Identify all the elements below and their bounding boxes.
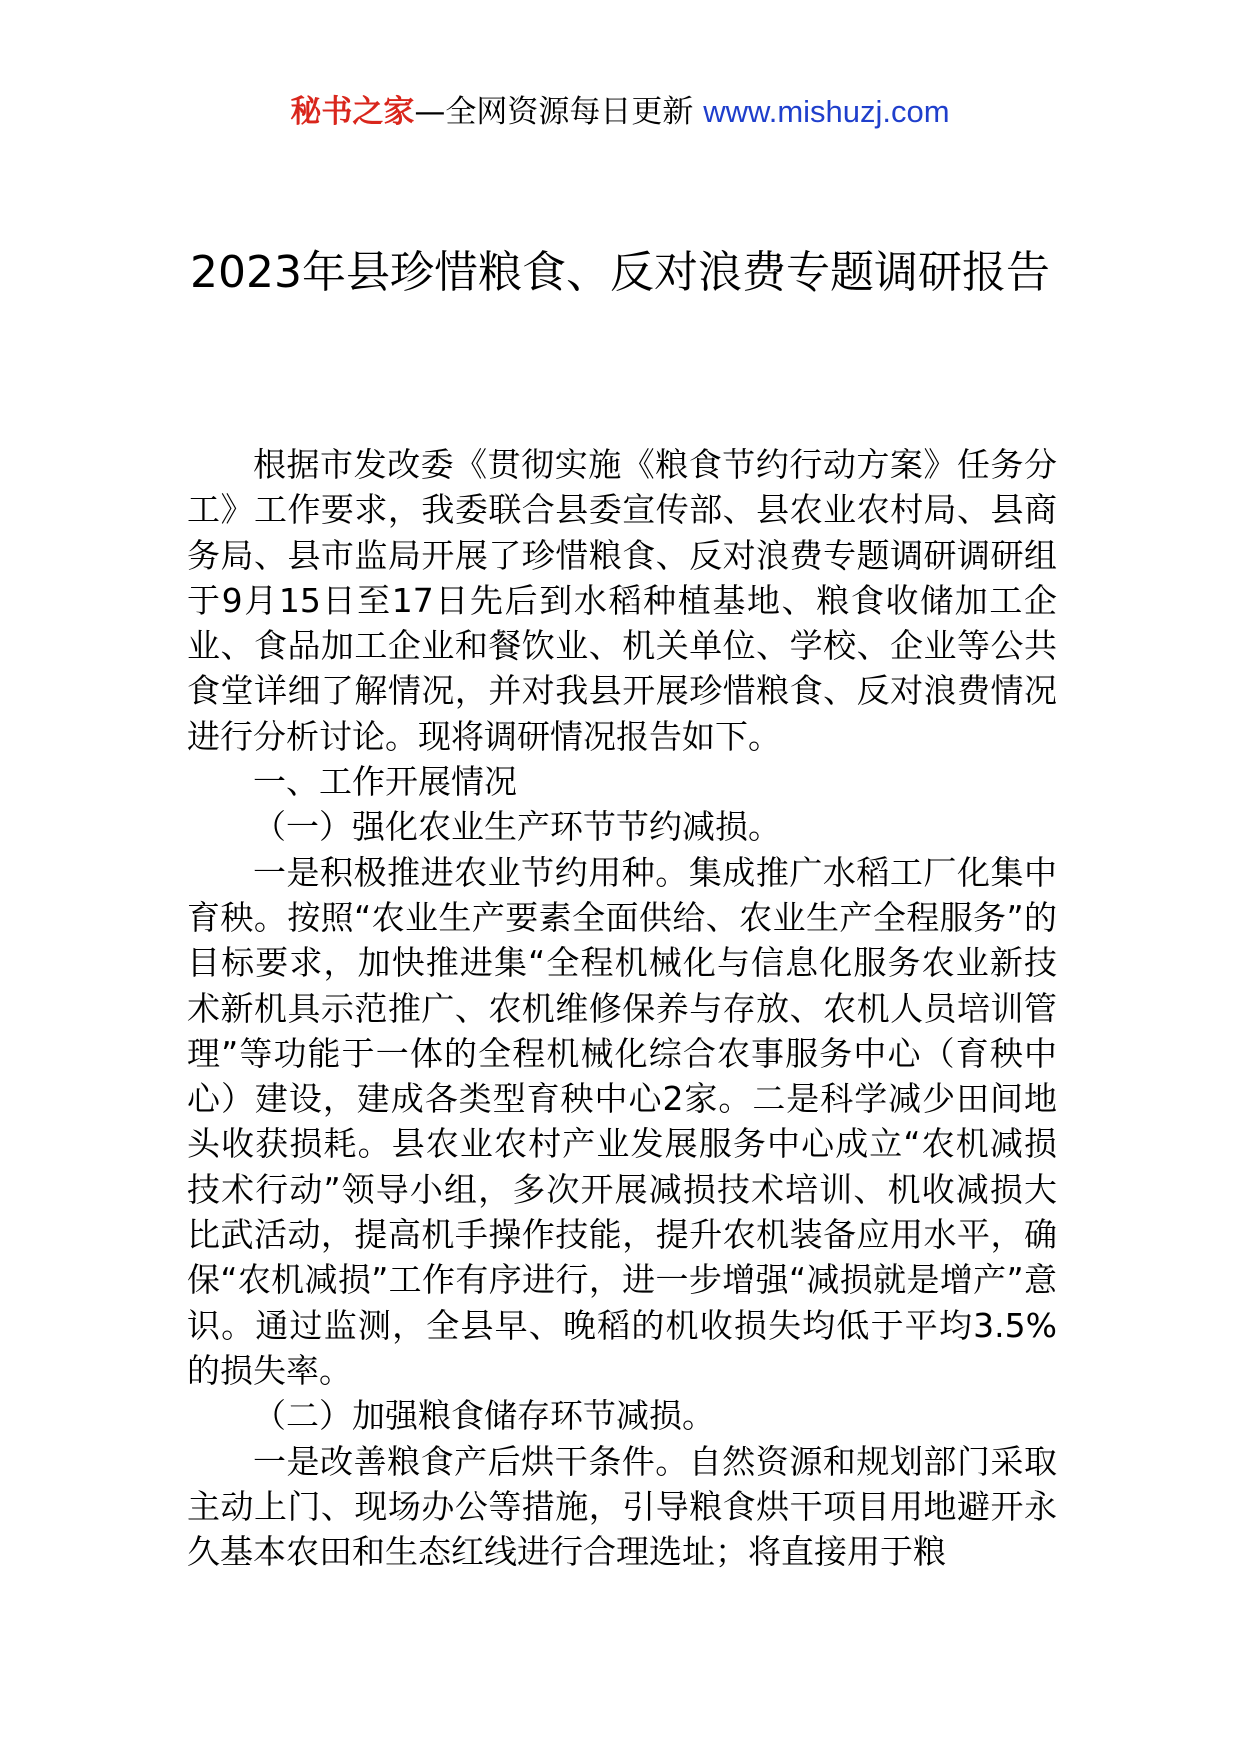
document-title: 2023年县珍惜粮食、反对浪费专题调研报告 xyxy=(190,247,1050,298)
website-link[interactable]: www.mishuzj.com xyxy=(703,94,950,129)
banner-slogan: —全网资源每日更新 xyxy=(414,94,704,130)
document-body xyxy=(187,442,1057,1574)
subsection-heading: （二）加强粮食储存环节减损。 xyxy=(253,1396,715,1436)
subsection-heading: （一）强化农业生产环节节约减损。 xyxy=(253,807,781,847)
body-paragraph: 一是积极推进农业节约用种。集成推广水稻工厂化集中育秧。按照“农业生产要素全面供给、农业生产全程服务”的目标要求，加快推进集“全程机械化与信息化服务农业新技术新机具示范推广、农机维修保养与存放、农机人员培训管理”等功能于一体的全程机械化综合农事服务中心（育秧中心）建设，建成各类型育秧中心2家。二是科学减少田间地头收获损耗。县农业农村产业发展服务中心成立“农机减损技术行动”领导小组，多次开展减损技术培训、机收减损大比武活动，提高机手操作技能，提升农机装备应用水平，确保“农机减损”工作有序进行，进一步增强“减损就是增产”意识。通过监测，全县早、晚稻的机收损失均低于平均3.5%的损失率。 xyxy=(187,852,1057,1390)
site-banner xyxy=(0,92,1240,132)
body-paragraph: 一是改善粮食产后烘干条件。自然资源和规划部门采取主动上门、现场办公等措施，引导粮食烘干项目用地避开永久基本农田和生态红线进行合理选址；将直接用于粮 xyxy=(187,1441,1057,1572)
brand-name: 秘书之家 xyxy=(290,94,415,130)
section-heading: 一、工作开展情况 xyxy=(253,762,517,802)
intro-paragraph: 根据市发改委《贯彻实施《粮食节约行动方案》任务分工》工作要求，我委联合县委宣传部、县农业农村局、县商务局、县市监局开展了珍惜粮食、反对浪费专题调研调研组于9月15日至17日先后到水稻种植基地、粮食收储加工企业、食品加工企业和餐饮业、机关单位、学校、企业等公共食堂详细了解情况，并对我县开展珍惜粮食、反对浪费情况进行分析讨论。现将调研情况报告如下。 xyxy=(187,445,1057,756)
